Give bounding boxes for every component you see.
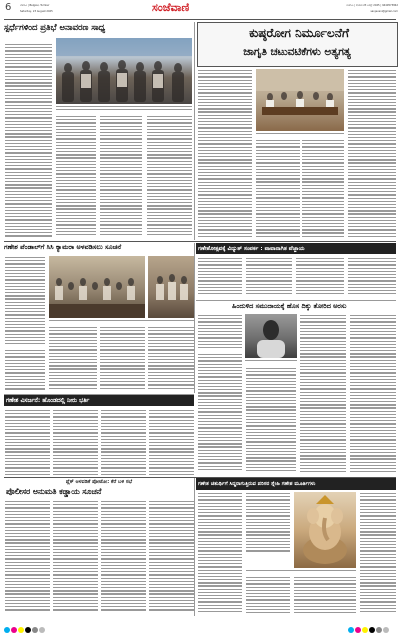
photo-caption [56, 106, 192, 113]
photo-caption [49, 320, 194, 324]
article-body [294, 577, 356, 615]
column-rule [194, 478, 195, 616]
article-headline: ಕುಷ್ಠರೋಗ ನಿರ್ಮೂಲನೆಗೆ [249, 26, 349, 40]
place-line: ಬೆಳಗಾವಿ | Belgavi, Tumkur [20, 4, 50, 7]
article-headline: ಗಣೇಶ ವಿಸರ್ಜನೆ: ಹೊಂಡದಲ್ಲಿ ನೀರು ಭರ್ತಿ [6, 398, 90, 404]
article-headline: ಗಣೇಶೋತ್ಸವಕ್ಕೆ ವಿದ್ಯುತ್ ಸಂಪರ್ಕ : ಪಾವಾನಾಗಿತ ಪೆಜ್ಜಾಯ [198, 246, 305, 252]
meeting-table [256, 69, 344, 131]
article-body [56, 116, 96, 240]
yellow-dot [362, 627, 368, 633]
yellow-dot [18, 627, 24, 633]
article-body [246, 577, 290, 615]
article-body [5, 44, 52, 240]
portrait-silhouette [245, 314, 297, 358]
meeting-crowd [49, 256, 145, 318]
date-line: Saturday, 23 August 2025 [20, 10, 53, 13]
article-body [198, 493, 242, 615]
header-rule [4, 19, 396, 20]
article-body [101, 501, 146, 615]
article-kicker: ಪ್ಲೆಕ್ ಅಳವಡಿಕೆ ಪೋಟೋ: ಕೆರೆ ಬಳಿ ಸಭೆ [65, 479, 133, 485]
article-body [302, 140, 344, 240]
article-headline-line-2: ಜಾಗೃತಿ ಚಟುವಟಿಕೆಗಳು ಅತ್ಯಗತ್ಯ [243, 46, 351, 58]
article-body [198, 70, 252, 240]
police-meeting-photo [49, 256, 145, 318]
people-silhouettes [148, 256, 194, 318]
article-body [100, 116, 142, 240]
ganesha-idol-photo [294, 492, 356, 568]
article-body [101, 410, 146, 476]
article-body [360, 493, 396, 615]
gray-dot [383, 627, 389, 633]
event-photo [56, 38, 192, 104]
cyan-dot [4, 627, 10, 633]
registration-marks-left [4, 618, 46, 626]
black-dot [369, 627, 375, 633]
photo-caption [245, 360, 297, 364]
people-silhouettes [56, 38, 192, 104]
article-headline: ಸ್ಪರ್ಧೆಗಳಿಂದ ಪ್ರತಿಭೆ ಅನಾವರಣ ಸಾಧ್ಯ [4, 22, 106, 32]
article-body [246, 258, 292, 298]
registration-marks-right [348, 618, 390, 626]
article-body [348, 70, 396, 240]
article-body [5, 350, 45, 391]
header [0, 0, 400, 20]
meeting-photo [256, 69, 344, 131]
article-body [5, 257, 45, 347]
article-body [149, 410, 194, 476]
magenta-dot [355, 627, 361, 633]
article-body [100, 327, 145, 391]
column-rule [194, 243, 195, 393]
cyan-dot [348, 627, 354, 633]
article-headline: ಗಣೇಶ ಪೆಂಡಾಲ್‌ಗೆ ಸಿಸಿ ಕ್ಯಾಮರಾ ಅಳವಡಿಸಲು ಸೂಚನೆ [4, 243, 122, 251]
article-body [198, 315, 242, 351]
header-email: sanjevani@gmail.com [370, 10, 398, 13]
article-body [198, 354, 242, 475]
portrait-photo [245, 314, 297, 358]
article-body [53, 410, 98, 476]
article-body [296, 258, 344, 298]
photo-caption [246, 570, 356, 574]
masthead: ಸಂಜೆವಾಣಿ [152, 1, 190, 14]
article-headline: ಪೊಲೀಸರ ಅನುಮತಿ ಕಡ್ಡಾಯ ಸೂಚನೆ [6, 487, 102, 496]
page-number: 6 [5, 2, 12, 13]
article-body [49, 327, 97, 391]
header-info-right: ಬೆಳಗಾವಿ | ಶನಿವಾರ 23 ಆಗಸ್ಟ್ 2025 | 9449573842 [346, 4, 398, 7]
gray-dot [32, 627, 38, 633]
ganesha-idol [294, 492, 356, 568]
gray-dot [39, 627, 45, 633]
magenta-dot [11, 627, 17, 633]
photo-caption [256, 133, 344, 137]
black-dot [25, 627, 31, 633]
article-body [350, 315, 396, 475]
event-photo-small [148, 256, 194, 318]
article-body [53, 501, 98, 615]
article-body [198, 258, 242, 298]
article-body [348, 258, 396, 298]
article-body [246, 493, 290, 553]
gray-dot [376, 627, 382, 633]
article-body [256, 140, 300, 240]
article-body [149, 501, 194, 615]
article-body [5, 501, 50, 615]
article-body [246, 368, 296, 475]
article-headline: ಹಿಂದುಳಿದ ಸಮುದಾಯಕ್ಕೆ ಹೊಸ ದಿಕ್ಕು ತೋರಿದ ಅರಸು [232, 302, 347, 310]
article-body [147, 116, 192, 240]
article-headline: ಗಣೇಶ ಚತುರ್ಥಿಗೆ ಸಿದ್ಧರಾಗುತ್ತಿರುವ ಪರಿಸರ ಸ್ನೇಹಿ ಗಣೇಶ ಮೂರ್ತಿಗಳು [198, 481, 316, 487]
article-body [5, 410, 50, 476]
article-body [300, 315, 346, 475]
article-body [148, 327, 194, 391]
column-rule [194, 22, 195, 240]
